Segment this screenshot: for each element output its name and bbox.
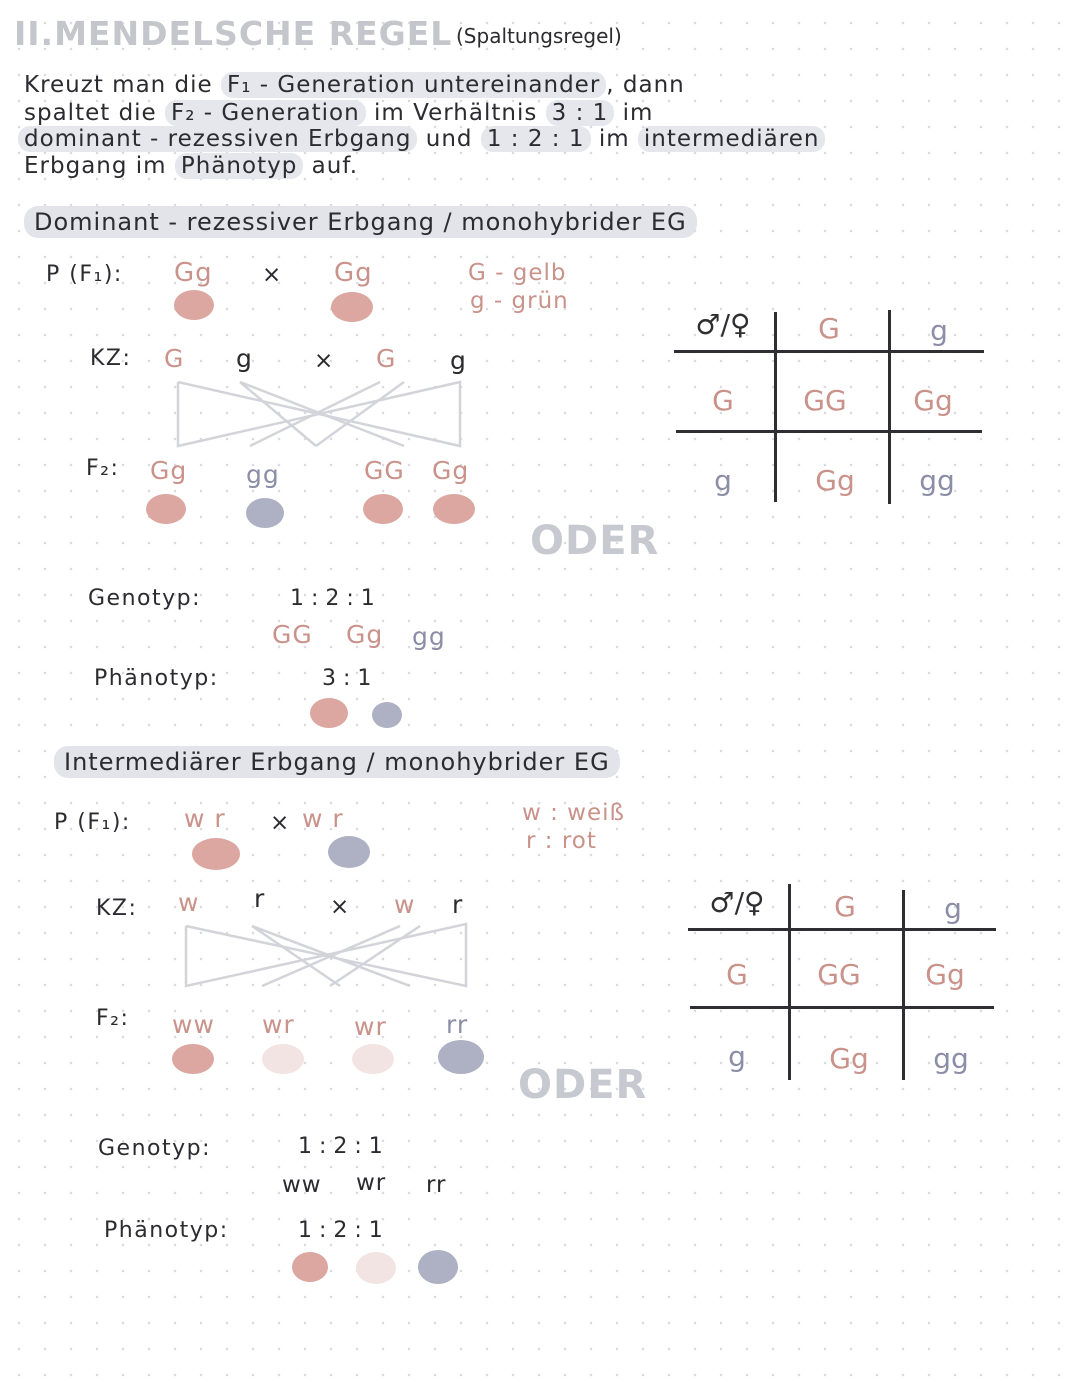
cross-line xyxy=(330,926,420,986)
intermediate-f2-genotype: wr xyxy=(354,1012,387,1041)
intro-text: Erbgang im xyxy=(24,153,167,179)
legend-red: r : rot xyxy=(526,828,597,854)
cross-line xyxy=(240,382,404,446)
punnett-cell: GG xyxy=(803,384,847,417)
phenotype-dot-pink xyxy=(292,1252,328,1282)
page-subtitle: (Spaltungsregel) xyxy=(456,24,622,48)
intermediate-genotyp-type: rr xyxy=(426,1172,447,1198)
grid-line xyxy=(676,430,982,433)
intro-text: , dann xyxy=(606,72,685,98)
punnett-cell: Gg xyxy=(815,464,855,497)
phenotype-dot-blue xyxy=(328,836,370,868)
dominant-p-label: P (F₁): xyxy=(46,262,123,287)
dominant-kz-label: KZ: xyxy=(90,346,132,371)
phenotype-dot-blue xyxy=(418,1250,458,1284)
dominant-kz-gamete: G xyxy=(376,344,397,373)
intermediate-f2-label: F₂: xyxy=(96,1006,130,1031)
grid-line xyxy=(674,350,984,353)
dominant-p-left: Gg xyxy=(174,258,213,288)
intermediate-phaenotyp-label: Phänotyp: xyxy=(104,1218,229,1243)
intermediate-section-heading: Intermediärer Erbgang / monohybrider EG xyxy=(54,746,620,778)
punnett-row-head: G xyxy=(726,958,748,991)
intermediate-f2-genotype: wr xyxy=(262,1010,295,1039)
dominant-kz-gamete: g xyxy=(236,344,253,373)
dominant-f2-genotype: Gg xyxy=(150,456,188,485)
oder-label: ODER xyxy=(530,518,660,564)
phenotype-dot-light xyxy=(262,1044,304,1074)
intermediate-kz-gamete: w xyxy=(178,888,200,917)
dominant-f2-label: F₂: xyxy=(86,456,120,481)
punnett-row-head: g xyxy=(728,1040,746,1073)
grid-line xyxy=(774,312,777,502)
intermediate-genotyp-ratio: 1 : 2 : 1 xyxy=(298,1134,383,1159)
intermediate-p-right: w r xyxy=(302,804,344,833)
dominant-genotyp-label: Genotyp: xyxy=(88,586,202,611)
dominant-p-right: Gg xyxy=(334,258,373,288)
dominant-genotyp-type: GG xyxy=(272,620,313,649)
punnett-row-head: G xyxy=(712,384,734,417)
intermediate-kz-gamete: w xyxy=(394,890,416,919)
intermediate-p-cross: × xyxy=(270,810,291,836)
intermediate-kz-label: KZ: xyxy=(96,896,138,921)
cross-line xyxy=(262,926,400,986)
intermediate-genotyp-label: Genotyp: xyxy=(98,1136,212,1161)
intermediate-phaenotyp-ratio: 1 : 2 : 1 xyxy=(298,1218,383,1243)
dominant-p-cross: × xyxy=(262,262,283,288)
phenotype-dot-blue xyxy=(438,1040,484,1074)
intermediate-kz-cross: × xyxy=(330,894,351,920)
intro-highlight: 3 : 1 xyxy=(546,100,615,126)
punnett-cell: Gg xyxy=(829,1042,869,1075)
punnett-corner: ♂/♀ xyxy=(709,886,765,919)
grid-line xyxy=(690,1006,994,1009)
dominant-section-heading: Dominant - rezessiver Erbgang / monohybrider EG xyxy=(24,206,697,238)
dominant-kz-gamete: g xyxy=(450,346,467,375)
dominant-genotyp-type: Gg xyxy=(346,620,384,649)
dominant-phaenotyp-label: Phänotyp: xyxy=(94,666,219,691)
phenotype-dot-pink xyxy=(310,698,348,728)
legend-yellow: G - gelb xyxy=(468,260,567,286)
intro-text: im xyxy=(622,100,654,126)
page-title: II.MENDELSCHE REGEL xyxy=(14,14,453,53)
phenotype-dot-pink xyxy=(146,494,186,524)
dominant-f2-genotype: gg xyxy=(246,460,280,489)
dominant-phaenotyp-ratio: 3 : 1 xyxy=(322,666,372,691)
intro-text: auf. xyxy=(311,153,359,179)
legend-white: w : weiß xyxy=(522,800,626,826)
dominant-genotyp-type: gg xyxy=(412,622,446,651)
intermediate-genotyp-type: wr xyxy=(356,1170,387,1196)
dominant-kz-gamete: G xyxy=(164,344,185,373)
legend-green: g - grün xyxy=(470,288,569,314)
grid-line xyxy=(688,928,996,931)
punnett-col-head: G xyxy=(818,312,840,345)
phenotype-dot-pink xyxy=(363,494,403,524)
intro-highlight: F₁ - Generation untereinander xyxy=(221,72,606,98)
intermediate-p-left: w r xyxy=(184,804,226,833)
phenotype-dot-pink xyxy=(433,494,475,524)
punnett-square-intermediate xyxy=(688,884,1000,1084)
phenotype-dot-light xyxy=(352,1044,394,1074)
intermediate-f2-genotype: ww xyxy=(172,1010,215,1039)
dominant-genotyp-ratio: 1 : 2 : 1 xyxy=(290,586,375,611)
intro-highlight: F₂ - Generation xyxy=(165,100,366,126)
punnett-square-dominant xyxy=(674,306,986,506)
intro-highlight: Phänotyp xyxy=(175,153,303,179)
intro-highlight: intermediären xyxy=(638,126,826,152)
dominant-f2-genotype: Gg xyxy=(432,456,470,485)
oder-label: ODER xyxy=(518,1062,648,1108)
intro-highlight: dominant - rezessiven Erbgang xyxy=(18,126,417,152)
grid-line xyxy=(788,884,791,1080)
punnett-cell: Gg xyxy=(913,384,953,417)
punnett-row-head: g xyxy=(714,464,732,497)
intro-text: spaltet die xyxy=(24,100,157,126)
dominant-f2-genotype: GG xyxy=(364,456,405,485)
punnett-col-head: g xyxy=(930,314,948,347)
cross-line xyxy=(240,382,316,446)
intro-text: im xyxy=(598,126,630,152)
intermediate-p-label: P (F₁): xyxy=(54,810,131,835)
intro-text: im Verhältnis xyxy=(374,100,538,126)
punnett-col-head: G xyxy=(834,890,856,923)
phenotype-dot-pink xyxy=(192,838,240,870)
intermediate-genotyp-type: ww xyxy=(282,1172,322,1198)
intro-highlight: 1 : 2 : 1 xyxy=(481,126,591,152)
intermediate-kz-gamete: r xyxy=(452,890,464,919)
punnett-cell: gg xyxy=(933,1042,969,1075)
punnett-corner: ♂/♀ xyxy=(695,308,751,341)
intermediate-f2-genotype: rr xyxy=(446,1010,469,1039)
intro-text: und xyxy=(425,126,473,152)
punnett-cell: gg xyxy=(919,464,955,497)
dominant-kz-cross: × xyxy=(314,348,335,374)
punnett-col-head: g xyxy=(944,892,962,925)
phenotype-dot-blue xyxy=(372,702,402,728)
phenotype-dot-pink xyxy=(172,1044,214,1074)
intermediate-kz-gamete: r xyxy=(254,884,266,913)
intro-text: Kreuzt man die xyxy=(24,72,213,98)
punnett-cell: GG xyxy=(817,958,861,991)
phenotype-dot-light xyxy=(356,1252,396,1284)
phenotype-dot-blue xyxy=(246,498,284,528)
punnett-cell: Gg xyxy=(925,958,965,991)
